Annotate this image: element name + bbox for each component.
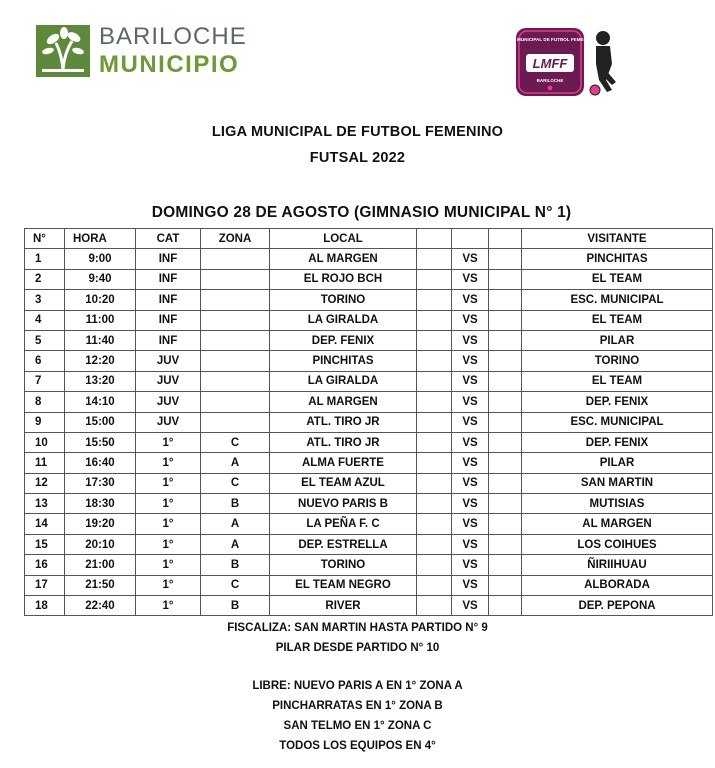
cell-spacer	[417, 514, 452, 534]
cell-num: 15	[25, 534, 65, 554]
cell-zona	[201, 290, 270, 310]
cell-vs: VS	[452, 351, 489, 371]
lmff-badge-text: LMFF	[532, 56, 568, 71]
header-spacer	[489, 229, 522, 249]
libre-note-1: LIBRE: NUEVO PARIS A EN 1° ZONA A	[252, 680, 463, 692]
header-cat: CAT	[136, 229, 201, 249]
cell-spacer	[417, 534, 452, 554]
cell-num: 4	[25, 310, 65, 330]
cell-num: 18	[25, 596, 65, 616]
cell-spacer	[417, 392, 452, 412]
table-row	[25, 290, 713, 310]
header-visitante: VISITANTE	[522, 229, 713, 249]
cell-vs: VS	[452, 330, 489, 350]
cell-visitante: ESC. MUNICIPAL	[522, 290, 713, 310]
cell-hora: 21:50	[65, 575, 136, 595]
cell-spacer	[489, 514, 522, 534]
fiscaliza-note-2: PILAR DESDE PARTIDO N° 10	[275, 642, 440, 654]
cell-visitante: SAN MARTIN	[522, 473, 713, 493]
cell-spacer	[489, 310, 522, 330]
cell-hora: 10:20	[65, 290, 136, 310]
cell-num: 8	[25, 392, 65, 412]
cell-zona: C	[201, 575, 270, 595]
cell-visitante: AL MARGEN	[522, 514, 713, 534]
libre-note-3: SAN TELMO EN 1° ZONA C	[283, 720, 432, 732]
table-row	[25, 392, 713, 412]
cell-visitante: DEP. PEPONA	[522, 596, 713, 616]
cell-zona	[201, 351, 270, 371]
table-row	[25, 432, 713, 452]
cell-vs: VS	[452, 269, 489, 289]
cell-num: 16	[25, 555, 65, 575]
cell-zona	[201, 310, 270, 330]
table-row	[25, 330, 713, 350]
cell-hora: 13:20	[65, 371, 136, 391]
cell-hora: 19:20	[65, 514, 136, 534]
cell-spacer	[417, 432, 452, 452]
cell-num: 7	[25, 371, 65, 391]
lmff-logo	[508, 24, 628, 102]
cell-local: AL MARGEN	[270, 249, 417, 269]
cell-local: ATL. TIRO JR	[270, 432, 417, 452]
cell-spacer	[489, 392, 522, 412]
cell-spacer	[489, 330, 522, 350]
cell-spacer	[489, 351, 522, 371]
cell-cat: JUV	[136, 351, 201, 371]
cell-vs: VS	[452, 392, 489, 412]
cell-cat: INF	[136, 290, 201, 310]
cell-vs: VS	[452, 453, 489, 473]
cell-vs: VS	[452, 371, 489, 391]
cell-num: 2	[25, 269, 65, 289]
cell-spacer	[489, 412, 522, 432]
cell-num: 1	[25, 249, 65, 269]
cell-visitante: PILAR	[522, 330, 713, 350]
cell-zona	[201, 371, 270, 391]
cell-zona	[201, 392, 270, 412]
cell-local: ALMA FUERTE	[270, 453, 417, 473]
cell-cat: 1°	[136, 473, 201, 493]
cell-cat: INF	[136, 330, 201, 350]
table-row	[25, 453, 713, 473]
cell-vs: VS	[452, 514, 489, 534]
cell-spacer	[417, 575, 452, 595]
table-row	[25, 494, 713, 514]
table-row	[25, 596, 713, 616]
cell-vs: VS	[452, 290, 489, 310]
cell-local: LA GIRALDA	[270, 371, 417, 391]
cell-local: PINCHITAS	[270, 351, 417, 371]
header-spacer	[452, 229, 489, 249]
cell-spacer	[417, 249, 452, 269]
cell-spacer	[417, 269, 452, 289]
cell-visitante: PILAR	[522, 453, 713, 473]
cell-num: 5	[25, 330, 65, 350]
table-body	[25, 249, 713, 616]
table-row	[25, 575, 713, 595]
lmff-bottom-text: BARILOCHE	[536, 78, 564, 83]
brand-line-2: MUNICIPIO	[99, 51, 240, 78]
cell-num: 14	[25, 514, 65, 534]
cell-zona: B	[201, 494, 270, 514]
cell-spacer	[489, 534, 522, 554]
cell-zona	[201, 249, 270, 269]
cell-visitante: EL TEAM	[522, 269, 713, 289]
cell-visitante: TORINO	[522, 351, 713, 371]
cell-cat: 1°	[136, 596, 201, 616]
cell-vs: VS	[452, 412, 489, 432]
cell-visitante: EL TEAM	[522, 310, 713, 330]
cell-spacer	[417, 330, 452, 350]
cell-hora: 12:20	[65, 351, 136, 371]
leaf-emblem-icon	[36, 25, 90, 77]
cell-visitante: MUTISIAS	[522, 494, 713, 514]
cell-zona: A	[201, 453, 270, 473]
matchday-title: DOMINGO 28 DE AGOSTO (GIMNASIO MUNICIPAL N° 1)	[151, 204, 572, 221]
cell-cat: 1°	[136, 453, 201, 473]
cell-local: NUEVO PARIS B	[270, 494, 417, 514]
cell-zona	[201, 269, 270, 289]
libre-note-4: TODOS LOS EQUIPOS EN 4°	[279, 740, 436, 752]
match-schedule-table	[24, 228, 713, 616]
cell-num: 12	[25, 473, 65, 493]
cell-vs: VS	[452, 494, 489, 514]
table-row	[25, 310, 713, 330]
cell-num: 11	[25, 453, 65, 473]
cell-visitante: PINCHITAS	[522, 249, 713, 269]
bariloche-municipio-logo	[36, 24, 247, 78]
cell-local: EL TEAM NEGRO	[270, 575, 417, 595]
cell-spacer	[417, 371, 452, 391]
cell-spacer	[417, 596, 452, 616]
cell-spacer	[489, 432, 522, 452]
cell-local: EL TEAM AZUL	[270, 473, 417, 493]
cell-cat: INF	[136, 249, 201, 269]
cell-spacer	[489, 453, 522, 473]
fiscaliza-note-1: FISCALIZA: SAN MARTIN HASTA PARTIDO N° 9	[227, 622, 488, 634]
cell-spacer	[489, 575, 522, 595]
cell-local: ATL. TIRO JR	[270, 412, 417, 432]
cell-zona	[201, 330, 270, 350]
cell-local: TORINO	[270, 555, 417, 575]
cell-spacer	[489, 371, 522, 391]
cell-spacer	[417, 473, 452, 493]
table-row	[25, 351, 713, 371]
cell-cat: 1°	[136, 575, 201, 595]
table-header-row	[25, 229, 713, 249]
cell-vs: VS	[452, 555, 489, 575]
cell-visitante: EL TEAM	[522, 371, 713, 391]
cell-num: 13	[25, 494, 65, 514]
cell-spacer	[489, 290, 522, 310]
cell-cat: INF	[136, 310, 201, 330]
cell-num: 3	[25, 290, 65, 310]
header-local: LOCAL	[270, 229, 417, 249]
cell-visitante: ÑIRIIHUAU	[522, 555, 713, 575]
cell-hora: 9:00	[65, 249, 136, 269]
cell-vs: VS	[452, 596, 489, 616]
cell-visitante: LOS COIHUES	[522, 534, 713, 554]
cell-visitante: DEP. FENIX	[522, 392, 713, 412]
cell-num: 10	[25, 432, 65, 452]
table-row	[25, 412, 713, 432]
cell-hora: 15:50	[65, 432, 136, 452]
cell-spacer	[489, 473, 522, 493]
cell-zona: B	[201, 555, 270, 575]
cell-zona: C	[201, 432, 270, 452]
cell-local: EL ROJO BCH	[270, 269, 417, 289]
cell-hora: 18:30	[65, 494, 136, 514]
cell-local: LA GIRALDA	[270, 310, 417, 330]
cell-zona: C	[201, 473, 270, 493]
cell-local: DEP. ESTRELLA	[270, 534, 417, 554]
cell-spacer	[489, 494, 522, 514]
cell-hora: 21:00	[65, 555, 136, 575]
table-row	[25, 249, 713, 269]
cell-cat: 1°	[136, 432, 201, 452]
cell-zona	[201, 412, 270, 432]
table-row	[25, 371, 713, 391]
season-title: FUTSAL 2022	[309, 150, 406, 166]
cell-spacer	[417, 494, 452, 514]
cell-spacer	[417, 555, 452, 575]
cell-local: TORINO	[270, 290, 417, 310]
cell-zona: A	[201, 514, 270, 534]
cell-cat: JUV	[136, 412, 201, 432]
cell-hora: 11:00	[65, 310, 136, 330]
table-row	[25, 473, 713, 493]
league-title: LIGA MUNICIPAL DE FUTBOL FEMENINO	[211, 124, 504, 140]
cell-vs: VS	[452, 310, 489, 330]
libre-note-2: PINCHARRATAS EN 1° ZONA B	[272, 700, 443, 712]
cell-spacer	[417, 290, 452, 310]
cell-local: AL MARGEN	[270, 392, 417, 412]
cell-hora: 20:10	[65, 534, 136, 554]
cell-num: 17	[25, 575, 65, 595]
lmff-top-text: LIGA MUNICIPAL DE FUTBOL FEMENINO	[508, 37, 596, 42]
cell-cat: 1°	[136, 555, 201, 575]
header-num: N°	[25, 229, 65, 249]
cell-vs: VS	[452, 575, 489, 595]
table-row	[25, 534, 713, 554]
cell-hora: 15:00	[65, 412, 136, 432]
cell-cat: JUV	[136, 371, 201, 391]
table-row	[25, 555, 713, 575]
header-hora: HORA	[65, 229, 136, 249]
cell-spacer	[489, 596, 522, 616]
cell-spacer	[417, 412, 452, 432]
cell-hora: 14:10	[65, 392, 136, 412]
table-row	[25, 269, 713, 289]
cell-cat: 1°	[136, 494, 201, 514]
cell-spacer	[489, 269, 522, 289]
cell-hora: 11:40	[65, 330, 136, 350]
cell-vs: VS	[452, 249, 489, 269]
cell-hora: 9:40	[65, 269, 136, 289]
cell-hora: 17:30	[65, 473, 136, 493]
cell-num: 6	[25, 351, 65, 371]
cell-local: RIVER	[270, 596, 417, 616]
header-zona: ZONA	[201, 229, 270, 249]
cell-visitante: ESC. MUNICIPAL	[522, 412, 713, 432]
brand-line-1: BARILOCHE	[99, 23, 247, 50]
header-spacer	[417, 229, 452, 249]
cell-hora: 22:40	[65, 596, 136, 616]
lmff-soccer-player-logo	[508, 24, 628, 102]
cell-vs: VS	[452, 534, 489, 554]
cell-visitante: ALBORADA	[522, 575, 713, 595]
table-row	[25, 514, 713, 534]
cell-zona: A	[201, 534, 270, 554]
cell-zona: B	[201, 596, 270, 616]
cell-cat: 1°	[136, 534, 201, 554]
cell-num: 9	[25, 412, 65, 432]
cell-cat: 1°	[136, 514, 201, 534]
cell-spacer	[489, 249, 522, 269]
cell-vs: VS	[452, 432, 489, 452]
cell-cat: JUV	[136, 392, 201, 412]
cell-spacer	[417, 351, 452, 371]
cell-hora: 16:40	[65, 453, 136, 473]
cell-spacer	[417, 310, 452, 330]
cell-cat: INF	[136, 269, 201, 289]
cell-visitante: DEP. FENIX	[522, 432, 713, 452]
cell-vs: VS	[452, 473, 489, 493]
cell-local: DEP. FENIX	[270, 330, 417, 350]
cell-spacer	[417, 453, 452, 473]
cell-local: LA PEÑA F. C	[270, 514, 417, 534]
cell-spacer	[489, 555, 522, 575]
